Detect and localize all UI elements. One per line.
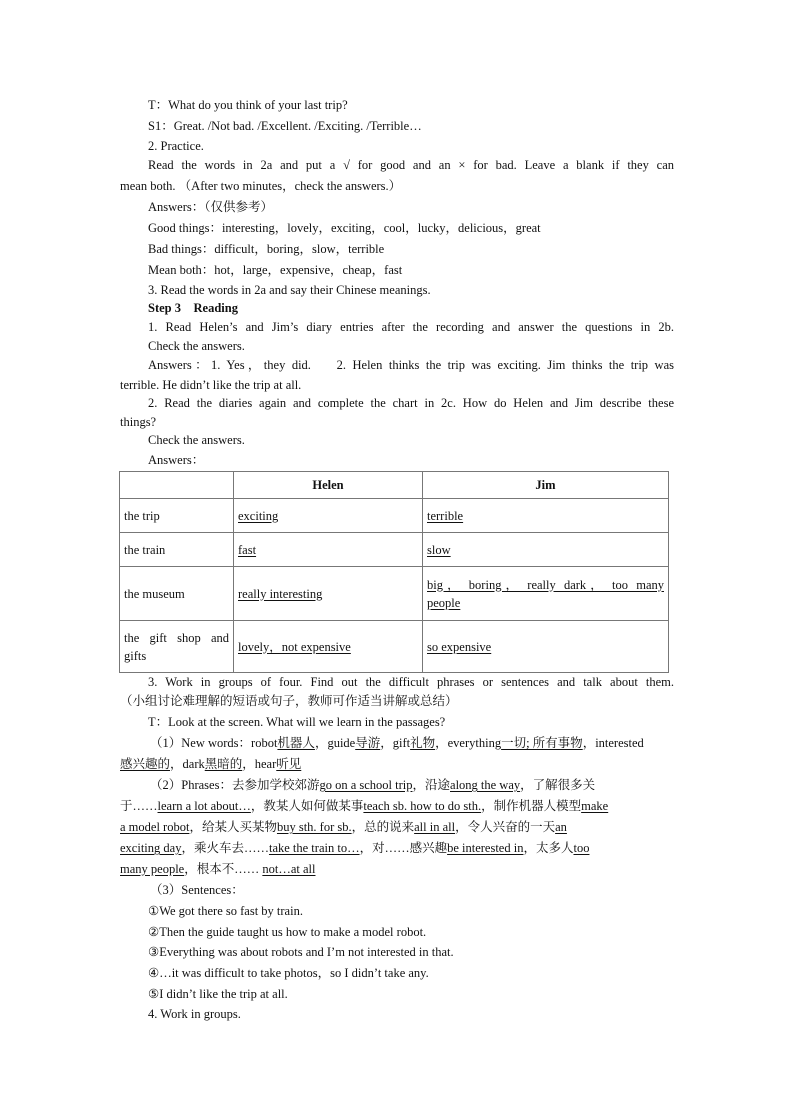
read-words-line-2: mean both. （After two minutes，check the answers.） — [120, 179, 402, 193]
text: （2）Phrases：去参加学校郊游 — [150, 778, 320, 792]
underlined-answer: 礼物 — [410, 736, 436, 750]
sentence-1: ①We got there so fast by train. — [148, 904, 303, 918]
underlined-answer: 机器人 — [277, 736, 315, 750]
text: ，dark — [170, 757, 205, 771]
answers-1-line-1: Answers：1. Yes，they did. 2. Helen thinks the trip was exciting. Jim thinks the trip was — [148, 358, 674, 372]
underlined-answer: 感兴趣的 — [120, 757, 171, 771]
check-answers-1: Check the answers. — [148, 339, 245, 353]
new-words-line-1 — [150, 735, 644, 751]
table-cell — [423, 499, 669, 533]
text: ，hear — [242, 757, 277, 771]
sentence-5: ⑤I didn’t like the trip at all. — [148, 987, 288, 1001]
underlined-answer: teach sb. how to do sth. — [363, 799, 482, 813]
underlined-answer: make — [581, 799, 609, 813]
text: ，everything — [435, 736, 502, 750]
underlined-answer: be interested in — [447, 841, 524, 855]
underlined-answer: too — [573, 841, 590, 855]
step3-heading: Step 3 Reading — [148, 301, 238, 315]
text: ，guide — [314, 736, 356, 750]
text: ，根本不…… — [184, 862, 260, 876]
text: ，乘火车去…… — [181, 841, 269, 855]
sentences-label: （3）Sentences： — [150, 883, 244, 897]
underlined-answer: many people — [120, 862, 185, 876]
answers-1-line-2: terrible. He didn’t like the trip at all. — [120, 378, 302, 392]
answer-text: exciting — [238, 508, 279, 523]
table-cell — [234, 621, 423, 673]
work-four-line-2: （小组讨论难理解的短语或句子，教师可作适当讲解或总结） — [120, 694, 458, 708]
phrases-line-1 — [150, 777, 595, 793]
answer-text: big ， boring ， really dark ， too many — [427, 577, 664, 592]
practice-heading: 2. Practice. — [148, 139, 204, 153]
read-chinese-meanings: 3. Read the words in 2a and say their Chinese meanings. — [148, 283, 431, 297]
underlined-answer: 黑暗的 — [204, 757, 243, 771]
underlined-answer: 导游 — [355, 736, 381, 750]
cell-text: gifts — [124, 648, 147, 663]
text: ，制作机器人模型 — [481, 799, 582, 813]
teacher-screen-question: T：Look at the screen. What will we learn in the passages? — [148, 715, 446, 729]
table-cell — [423, 621, 669, 673]
table-cell — [423, 567, 669, 621]
table-cell — [423, 533, 669, 567]
answer-chart-table — [119, 471, 669, 673]
text: ，令人兴奋的一天 — [455, 820, 556, 834]
answers-label: Answers： — [148, 453, 205, 467]
table-cell — [234, 567, 423, 621]
table-row — [120, 499, 669, 533]
sentence-3: ③Everything was about robots and I’m not interested in that. — [148, 945, 454, 959]
table-cell: the trip — [120, 499, 234, 533]
read-words-line-1: Read the words in 2a and put a √ for good and an × for bad. Leave a blank if they can — [148, 158, 674, 172]
work-four-line-1: 3. Work in groups of four. Find out the difficult phrases or sentences and talk about them. — [148, 675, 674, 689]
underlined-answer: go on a school trip — [319, 778, 413, 792]
underlined-answer: exciting day — [120, 841, 182, 855]
check-answers-2: Check the answers. — [148, 433, 245, 447]
answer-text: people — [427, 595, 461, 610]
teacher-question: T：What do you think of your last trip? — [148, 98, 348, 112]
phrases-line-3 — [120, 819, 567, 835]
table-cell: the train — [120, 533, 234, 567]
good-things: Good things：interesting，lovely，exciting，cool，lucky，delicious，great — [148, 221, 541, 235]
table-header-cell: Jim — [423, 472, 669, 499]
read-again-line-1: 2. Read the diaries again and complete the chart in 2c. How do Helen and Jim describe these — [148, 396, 674, 410]
table-cell — [234, 533, 423, 567]
underlined-answer: a model robot — [120, 820, 190, 834]
bad-things: Bad things：difficult，boring，slow，terrible — [148, 242, 385, 256]
text: ，interested — [582, 736, 644, 750]
answer-text: really interesting — [238, 586, 323, 601]
read-again-line-2: things? — [120, 415, 157, 429]
table-row — [120, 621, 669, 673]
table-header-cell — [120, 472, 234, 499]
text: ，gift — [380, 736, 411, 750]
answers-reference: Answers：（仅供参考） — [148, 200, 273, 214]
underlined-answer: 听见 — [276, 757, 302, 771]
answer-text: slow — [427, 542, 451, 557]
sentence-4: ④…it was difficult to take photos，so I didn’t take any. — [148, 966, 429, 980]
phrases-line-5 — [120, 861, 315, 877]
underlined-answer: along the way — [450, 778, 521, 792]
table-cell — [120, 621, 234, 673]
underlined-answer: buy sth. for sb. — [276, 820, 352, 834]
underlined-answer: 一切; 所有事物 — [501, 736, 583, 750]
student-answer: S1：Great. /Not bad. /Excellent. /Exciting. /Terrible… — [148, 119, 422, 133]
table-cell: the museum — [120, 567, 234, 621]
underlined-answer: take the train to… — [268, 841, 360, 855]
table-cell — [234, 499, 423, 533]
answer-text: so expensive — [427, 639, 492, 654]
new-words-line-2 — [120, 756, 301, 772]
text: （1）New words：robot — [150, 736, 278, 750]
text: ，对……感兴趣 — [359, 841, 448, 855]
text: ，教某人如何做某事 — [250, 799, 364, 813]
text: ，给某人买某物 — [189, 820, 277, 834]
phrases-line-2 — [120, 798, 608, 814]
answer-text: terrible — [427, 508, 464, 523]
underlined-answer: all in all — [414, 820, 456, 834]
cell-text: the gift shop and — [124, 630, 229, 645]
work-in-groups: 4. Work in groups. — [148, 1007, 241, 1021]
table-row — [120, 567, 669, 621]
text: ，沿途 — [412, 778, 451, 792]
table-header-cell: Helen — [234, 472, 423, 499]
underlined-answer: not…at all — [262, 862, 316, 876]
answer-text: fast — [238, 542, 257, 557]
sentence-2: ②Then the guide taught us how to make a model robot. — [148, 925, 427, 939]
underlined-answer: learn a lot about… — [157, 799, 251, 813]
table-row — [120, 533, 669, 567]
underlined-answer: an — [555, 820, 567, 834]
text: ，了解很多关 — [520, 778, 596, 792]
table-header-row — [120, 472, 669, 499]
read-diary-instruction: 1. Read Helen’s and Jim’s diary entries after the recording and answer the questions in 2b. — [148, 320, 674, 334]
text: ，太多人 — [523, 841, 574, 855]
mean-both: Mean both：hot，large，expensive，cheap，fast — [148, 263, 403, 277]
text: 于…… — [120, 799, 158, 813]
answer-text: lovely，not expensive — [238, 639, 351, 654]
phrases-line-4 — [120, 840, 589, 856]
text: ，总的说来 — [351, 820, 415, 834]
